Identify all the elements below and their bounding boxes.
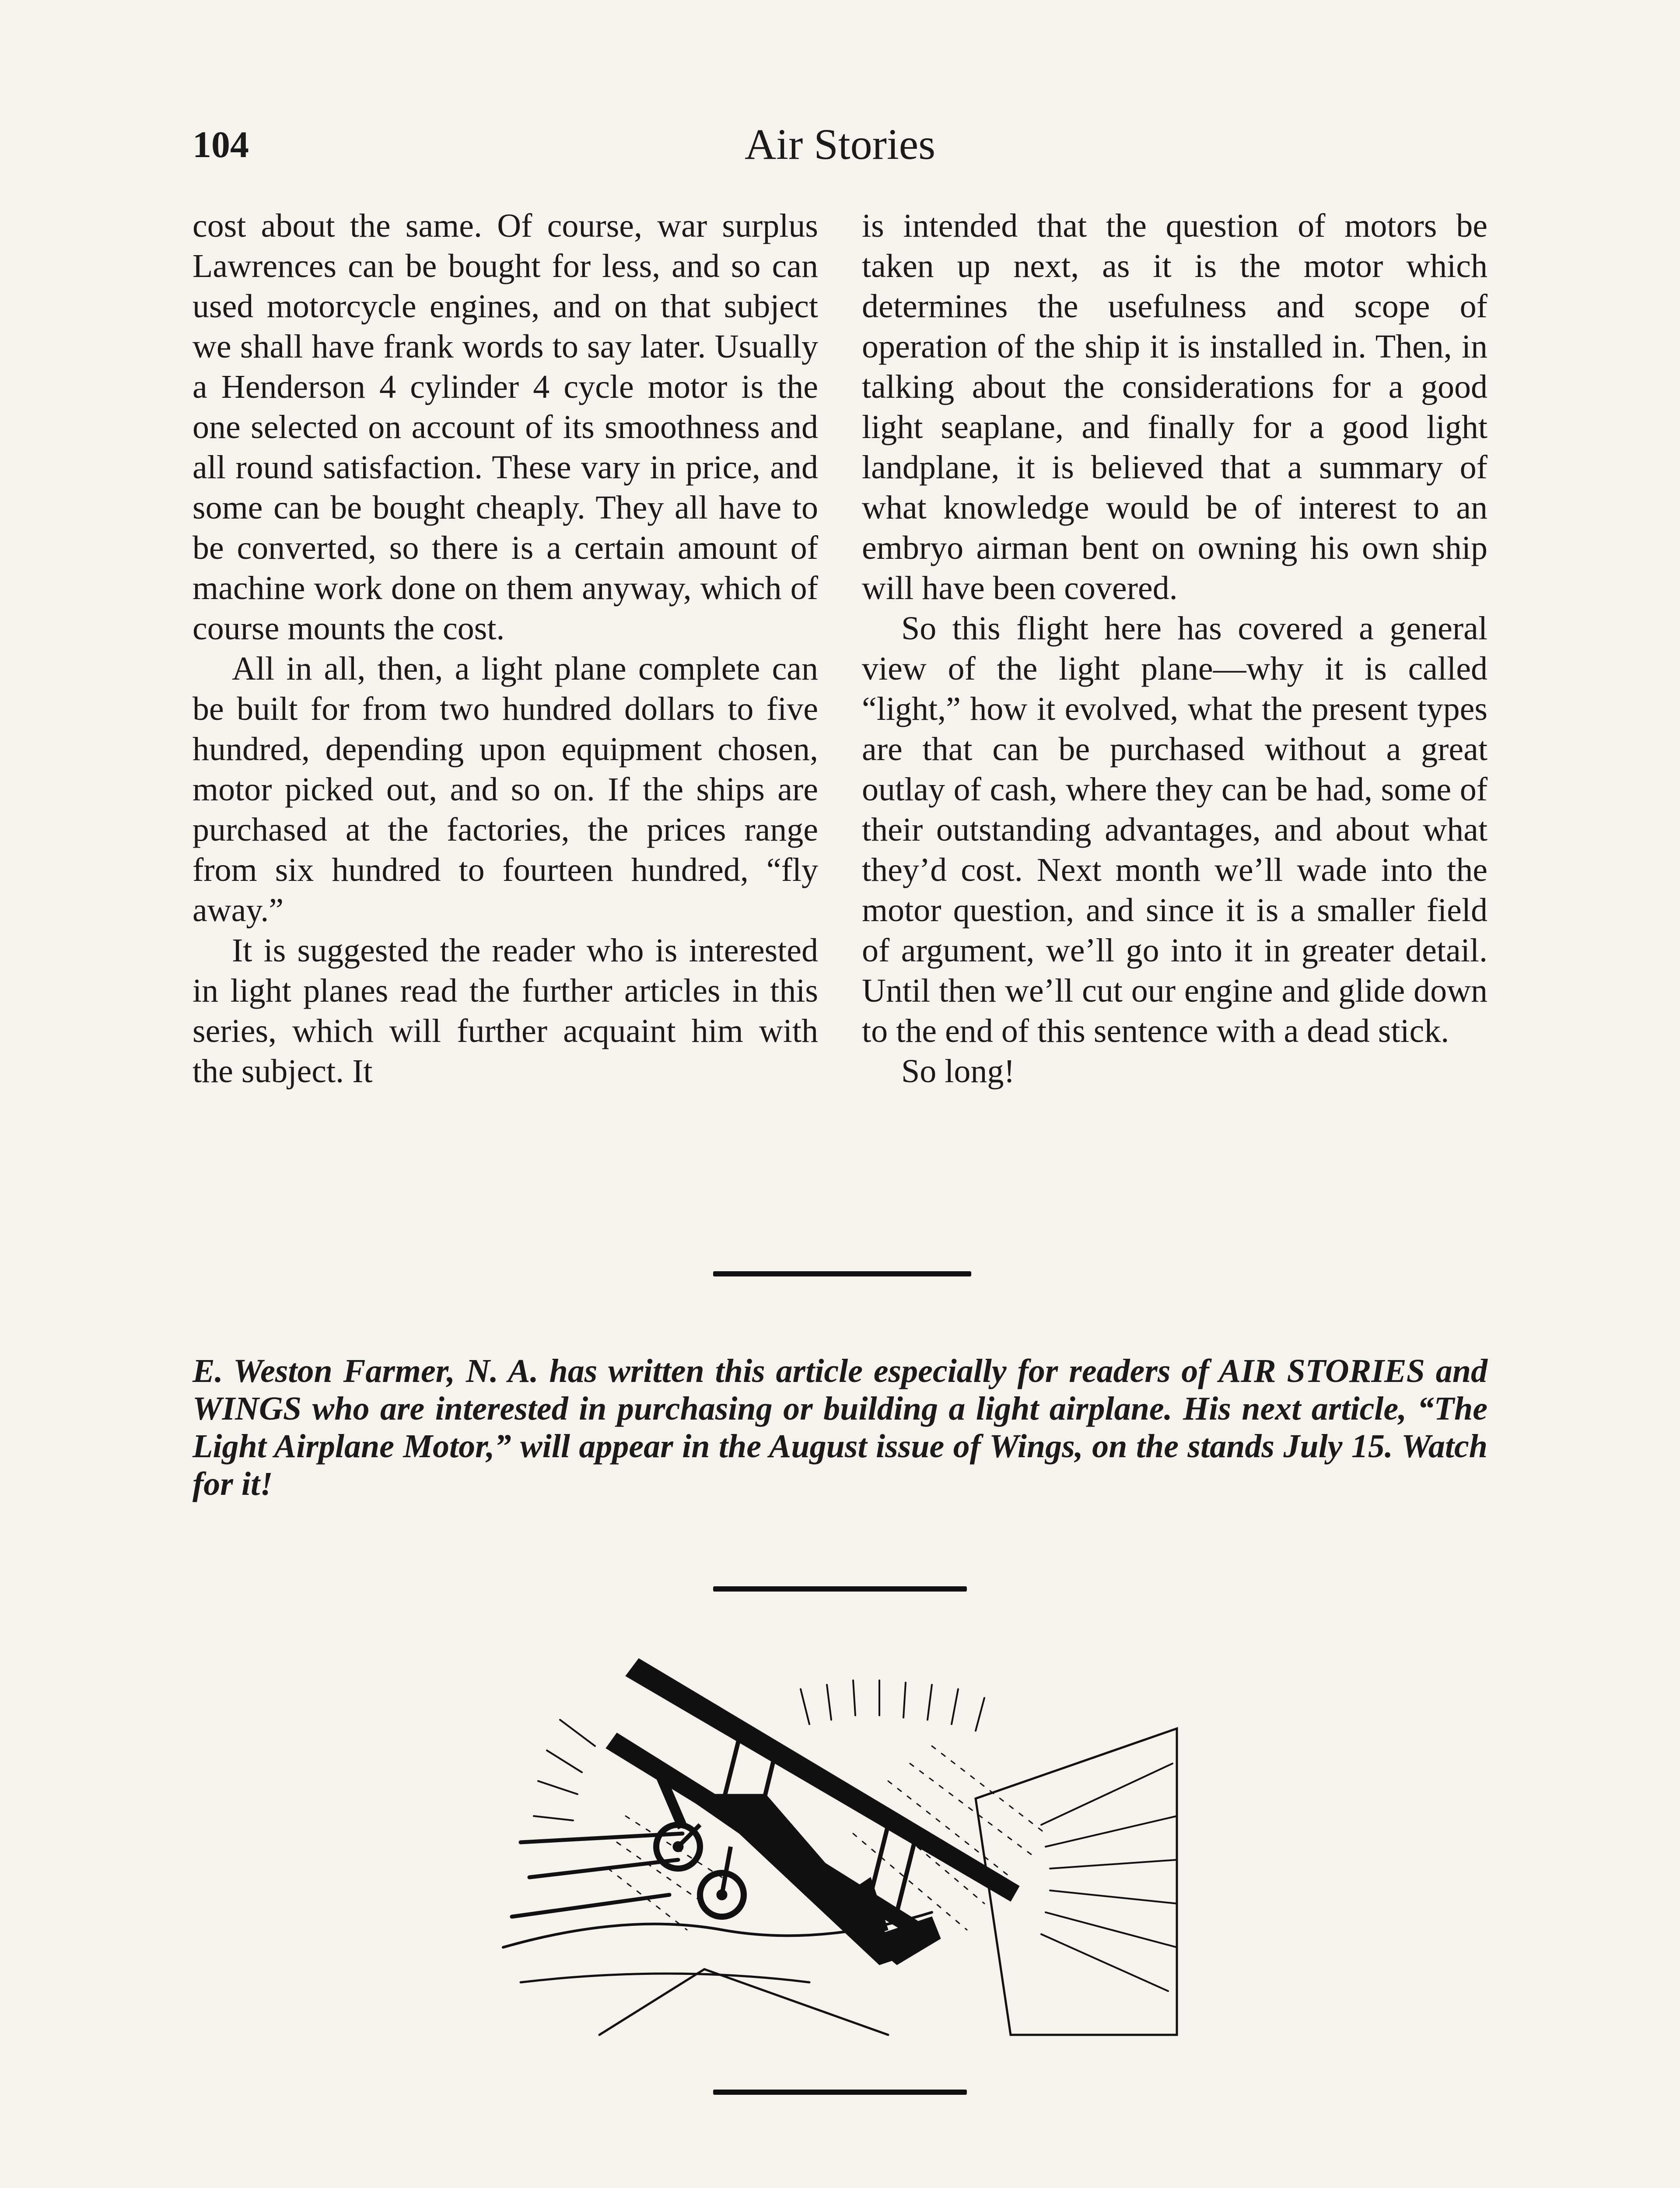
right-column (862, 206, 1488, 1243)
running-title: Air Stories (744, 120, 936, 168)
paragraph: is intended that the question of motors be taken up next, as it is the motor which determines the usefulness and scope of operation of the ship it is installed in. Then, in talking about the considerations for a good light seaplane, and finally for a good light landplane, it is believed that a summary of what knowledge would be of interest to an embryo airman bent on owning his own ship will have been covered. (862, 207, 1488, 607)
left-column (192, 206, 818, 1243)
paragraph: All in all, then, a light plane complete can be built for from two hundred dollars to five hundred, depending upon equipment chosen, motor picked out, and so on. If the ships are purchased at the factories, the prices range from six hundred to fourteen hundred, “fly away.” (192, 650, 818, 929)
paragraph: It is suggested the reader who is interested in light planes read the further articles in this series, which will further acquaint him with the subject. It (192, 932, 818, 1090)
paragraph: So long! (901, 1053, 1015, 1090)
section-divider (713, 2090, 967, 2095)
page-header (192, 118, 1488, 179)
article-body (192, 206, 1488, 1243)
section-divider (713, 1271, 971, 1276)
section-divider (713, 1586, 967, 1592)
paragraph: So this flight here has covered a general view of the light plane—why it is called “light,” how it evolved, what the present types are that can be purchased without a great outlay of cash, where they can be had, some of their outstanding advantages, and about what they’d cost. Next month we’ll wade into the motor question, and since it is a smaller field of argument, we’ll go into it in greater detail. Until then we’ll cut our engine and glide down to the end of this sentence with a dead stick. (862, 610, 1488, 1049)
page-number: 104 (192, 123, 249, 165)
paragraph: cost about the same. Of course, war surplus Lawrences can be bought for less, and so can used motorcycle engines, and on that subject we shall have frank words to say later. Usually a Henderson 4 cylinder 4 cycle motor is the one selected on account of its smoothness and all round satisfaction. These vary in price, and some can be bought cheaply. They all have to be converted, so there is a certain amount of machine work done on them anyway, which of course mounts the cost. (192, 207, 818, 647)
biplane-illustration (494, 1650, 1194, 2052)
editor-note: E. Weston Farmer, N. A. has written this article especially for readers of AIR STORIES and WINGS who are interested in purchasing or building a light airplane. His next article, “The Light Airplane Motor,” will appear in the August issue of Wings, on the stands July 15. Watch for it! (192, 1353, 1488, 1502)
